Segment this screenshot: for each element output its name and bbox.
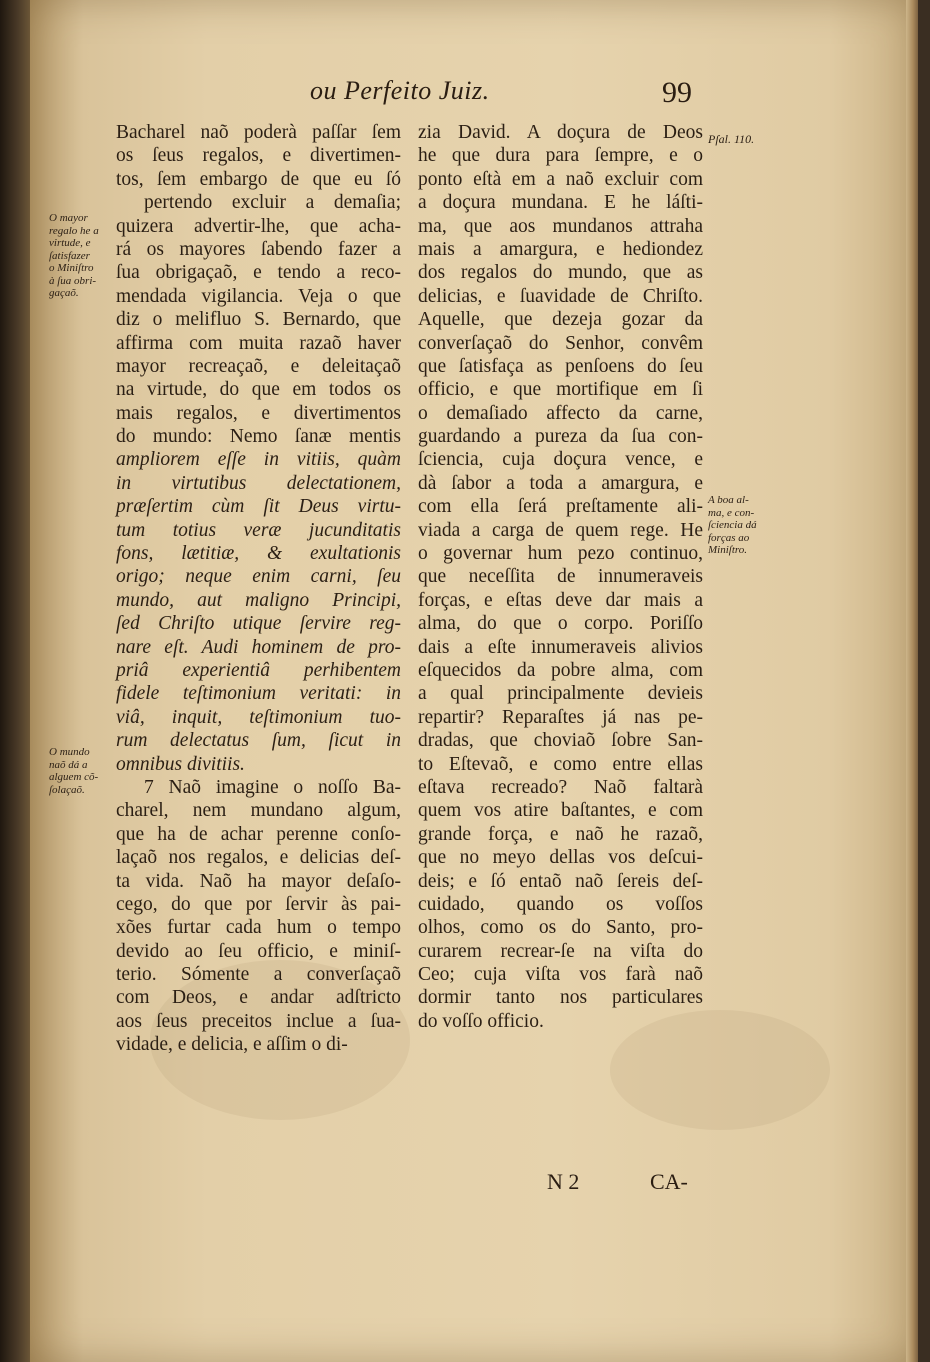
text-line: priâ experientiâ perhibentem <box>116 659 401 681</box>
text-line: o demaſiado affecto da carne, <box>418 402 703 424</box>
margin-note-line: forças ao <box>708 531 750 544</box>
text-line: Bacharel naõ poderà paſſar ſem <box>116 122 401 143</box>
text-line: to Eſtevaõ, e como entre ellas <box>418 753 703 775</box>
text-line: cego, do que por ſervir às pai- <box>116 893 401 915</box>
text-line: tum totius veræ jucunditatis <box>116 519 401 541</box>
text-line: a qual principalmente devieis <box>418 683 703 705</box>
margin-note-line: ſolaçaõ. <box>49 783 85 796</box>
catchword: CA- <box>650 1169 688 1194</box>
text-line: ma, que aos mundanos attraha <box>418 215 703 237</box>
text-line: in virtutibus delectationem, <box>116 472 401 494</box>
text-line: viada a carga de quem rege. He <box>418 519 703 541</box>
text-line: ſua obrigaçaõ, e tendo a reco- <box>116 262 401 284</box>
text-line: do mundo: Nemo ſanæ mentis <box>116 426 401 448</box>
text-line: que ſatisfaça as penſoens do ſeu <box>418 355 703 377</box>
text-line: officio, e que mortifique em ſi <box>418 379 703 401</box>
text-line: eſtava recreado? Naõ faltarà <box>418 776 703 798</box>
text-line: pertendo excluir a demaſia; <box>144 192 401 214</box>
text-line: viâ, inquit, teſtimonium tuo- <box>116 706 401 728</box>
text-line: mais a amargura, e hediondez <box>418 238 703 260</box>
margin-note-line: naõ dá a <box>49 758 88 771</box>
margin-note-line: gaçaõ. <box>49 287 79 299</box>
text-line: tos, ſem embargo de que eu ſó <box>116 168 401 190</box>
book-spine <box>0 0 30 1362</box>
signature-mark: N 2 <box>547 1169 580 1194</box>
text-line: ta vida. Naõ ha mayor deſaſo- <box>116 870 401 892</box>
text-line: dos regalos do mundo, que as <box>418 262 703 284</box>
text-line: he que dura para ſempre, e o <box>418 145 703 167</box>
text-line: que ha de achar perenne conſo- <box>116 823 401 845</box>
text-line: quem vos atire baſtantes, e com <box>418 800 703 822</box>
margin-note-line: ma, e con- <box>708 506 755 519</box>
text-line: charel, nem mundano algum, <box>116 800 401 822</box>
text-line: dais a eſte innumeraveis alivios <box>418 636 703 658</box>
text-line: a doçura mundana. E he láſti- <box>418 192 703 214</box>
text-line: ſciencia, cuja doçura vence, e <box>418 449 703 471</box>
margin-note-line: à ſua obri- <box>49 274 97 287</box>
margin-note-line: Pſal. 110. <box>708 132 755 146</box>
text-line: que neceſſita de innumeraveis <box>418 566 703 588</box>
text-line: dradas, que choviaõ ſobre San- <box>418 730 703 752</box>
text-line: alma, do que o corpo. Poriſſo <box>418 613 703 635</box>
margin-note-line: ſciencia dá <box>708 519 757 531</box>
text-line: que no meyo dellas vos deſcui- <box>418 847 703 869</box>
running-title: ou Perfeito Juiz. <box>310 76 490 105</box>
text-line: delicias, e ſuavidade de Chriſto. <box>418 285 703 307</box>
text-line: laçaõ nos regalos, e delicias deſ- <box>116 847 401 869</box>
text-line: origo; neque enim carni, ſeu <box>116 566 401 588</box>
margin-note-3 <box>708 133 754 146</box>
text-line: deis; e ſó entaõ naõ ſereis deſ- <box>418 870 703 892</box>
text-line: devido ao ſeu officio, e miniſ- <box>116 940 401 962</box>
text-line: aos ſeus preceitos inclue a ſua- <box>116 1010 401 1032</box>
text-line: rá os mayores ſabendo fazer a <box>116 238 401 260</box>
text-line: com Deos, e andar adſtricto <box>116 987 401 1009</box>
text-line: do voſſo officio. <box>418 1010 544 1032</box>
text-line: guardando a pureza da ſua con- <box>418 426 703 448</box>
text-line: mendada vigilancia. Veja o que <box>116 285 401 307</box>
text-line: 7 Naõ imagine o noſſo Ba- <box>144 776 401 798</box>
margin-note-line: Miniſtro. <box>708 544 748 556</box>
text-line: fons, lætitiæ, & exultationis <box>116 543 401 565</box>
text-line: mayor recreaçaõ, e deleitaçaõ <box>116 355 401 377</box>
text-line: os ſeus regalos, e divertimen- <box>116 145 401 167</box>
margin-note-line: alguem cõ- <box>49 771 99 783</box>
text-line: olhos, como os do Santo, pro- <box>418 917 703 939</box>
margin-note-line: O mundo <box>49 746 90 758</box>
text-line: diz o melifluo S. Bernardo, que <box>116 309 401 331</box>
text-line: Aquelle, que dezeja gozar da <box>418 309 703 331</box>
text-line: zia David. A doçura de Deos <box>418 122 703 143</box>
text-line: ampliorem eſſe in vitiis, quàm <box>116 449 401 471</box>
text-line: omnibus divitiis. <box>116 753 245 775</box>
margin-note-4 <box>708 494 796 557</box>
margin-note-line: virtude, e <box>49 237 91 249</box>
text-line: nare eſt. Audi hominem de pro- <box>116 636 401 658</box>
text-line: quizera advertir-lhe, que acha- <box>116 215 401 237</box>
left-column <box>116 121 401 1057</box>
text-line: na virtude, do que em todos os <box>116 379 401 401</box>
text-line: repartir? Reparaſtes já nas pe- <box>418 706 703 728</box>
text-line: forças, e eſtas deve dar mais a <box>418 589 703 611</box>
margin-note-1 <box>49 212 111 300</box>
text-line: xões furtar cada hum o tempo <box>116 917 401 939</box>
text-line: cuidado, quando os voſſos <box>418 893 703 915</box>
text-line: fidele teſtimonium veritati: in <box>116 683 401 705</box>
page-edge <box>906 0 918 1362</box>
text-line: affirma com muita razaõ haver <box>116 332 401 354</box>
margin-note-line: O mayor <box>49 212 88 224</box>
page-header <box>0 76 930 116</box>
text-line: grande força, e naõ he razaõ, <box>418 823 703 845</box>
text-line: eſquecidos da pobre alma, com <box>418 659 703 681</box>
text-line: converſaçaõ do Senhor, convêm <box>418 332 703 354</box>
text-line: ponto eſtà em a naõ excluir com <box>418 168 703 190</box>
text-line: o governar hum pezo continuo, <box>418 543 703 565</box>
text-line: curarem recrear-ſe na viſta do <box>418 940 703 962</box>
margin-note-line: o Miniſtro <box>49 262 94 274</box>
text-line: dormir tanto nos particulares <box>418 987 703 1009</box>
margin-note-line: regalo he a <box>49 224 99 237</box>
text-line: com ella ſerá preſtamente ali- <box>418 496 703 518</box>
text-line: dà ſabor a toda a amargura, e <box>418 472 703 494</box>
right-column <box>418 121 703 1033</box>
margin-note-line: A boa al- <box>708 494 749 506</box>
text-line: terio. Sómente a converſaçaõ <box>116 964 401 986</box>
margin-note-line: ſatisfazer <box>49 249 90 262</box>
text-line: mundo, aut maligno Principi, <box>116 589 401 611</box>
text-line: mais regalos, e divertimentos <box>116 402 401 424</box>
text-line: Ceo; cuja viſta vos farà naõ <box>418 964 703 986</box>
margin-note-2 <box>49 746 111 796</box>
page-number: 99 <box>662 76 692 109</box>
text-line: præſertim cùm ſit Deus virtu- <box>116 496 401 518</box>
text-line: rum delectatus ſum, ſicut in <box>116 730 401 752</box>
text-line: ſed Chriſto utique ſervire reg- <box>116 613 401 635</box>
text-line: vidade, e delicia, e aſſim o di- <box>116 1034 348 1056</box>
